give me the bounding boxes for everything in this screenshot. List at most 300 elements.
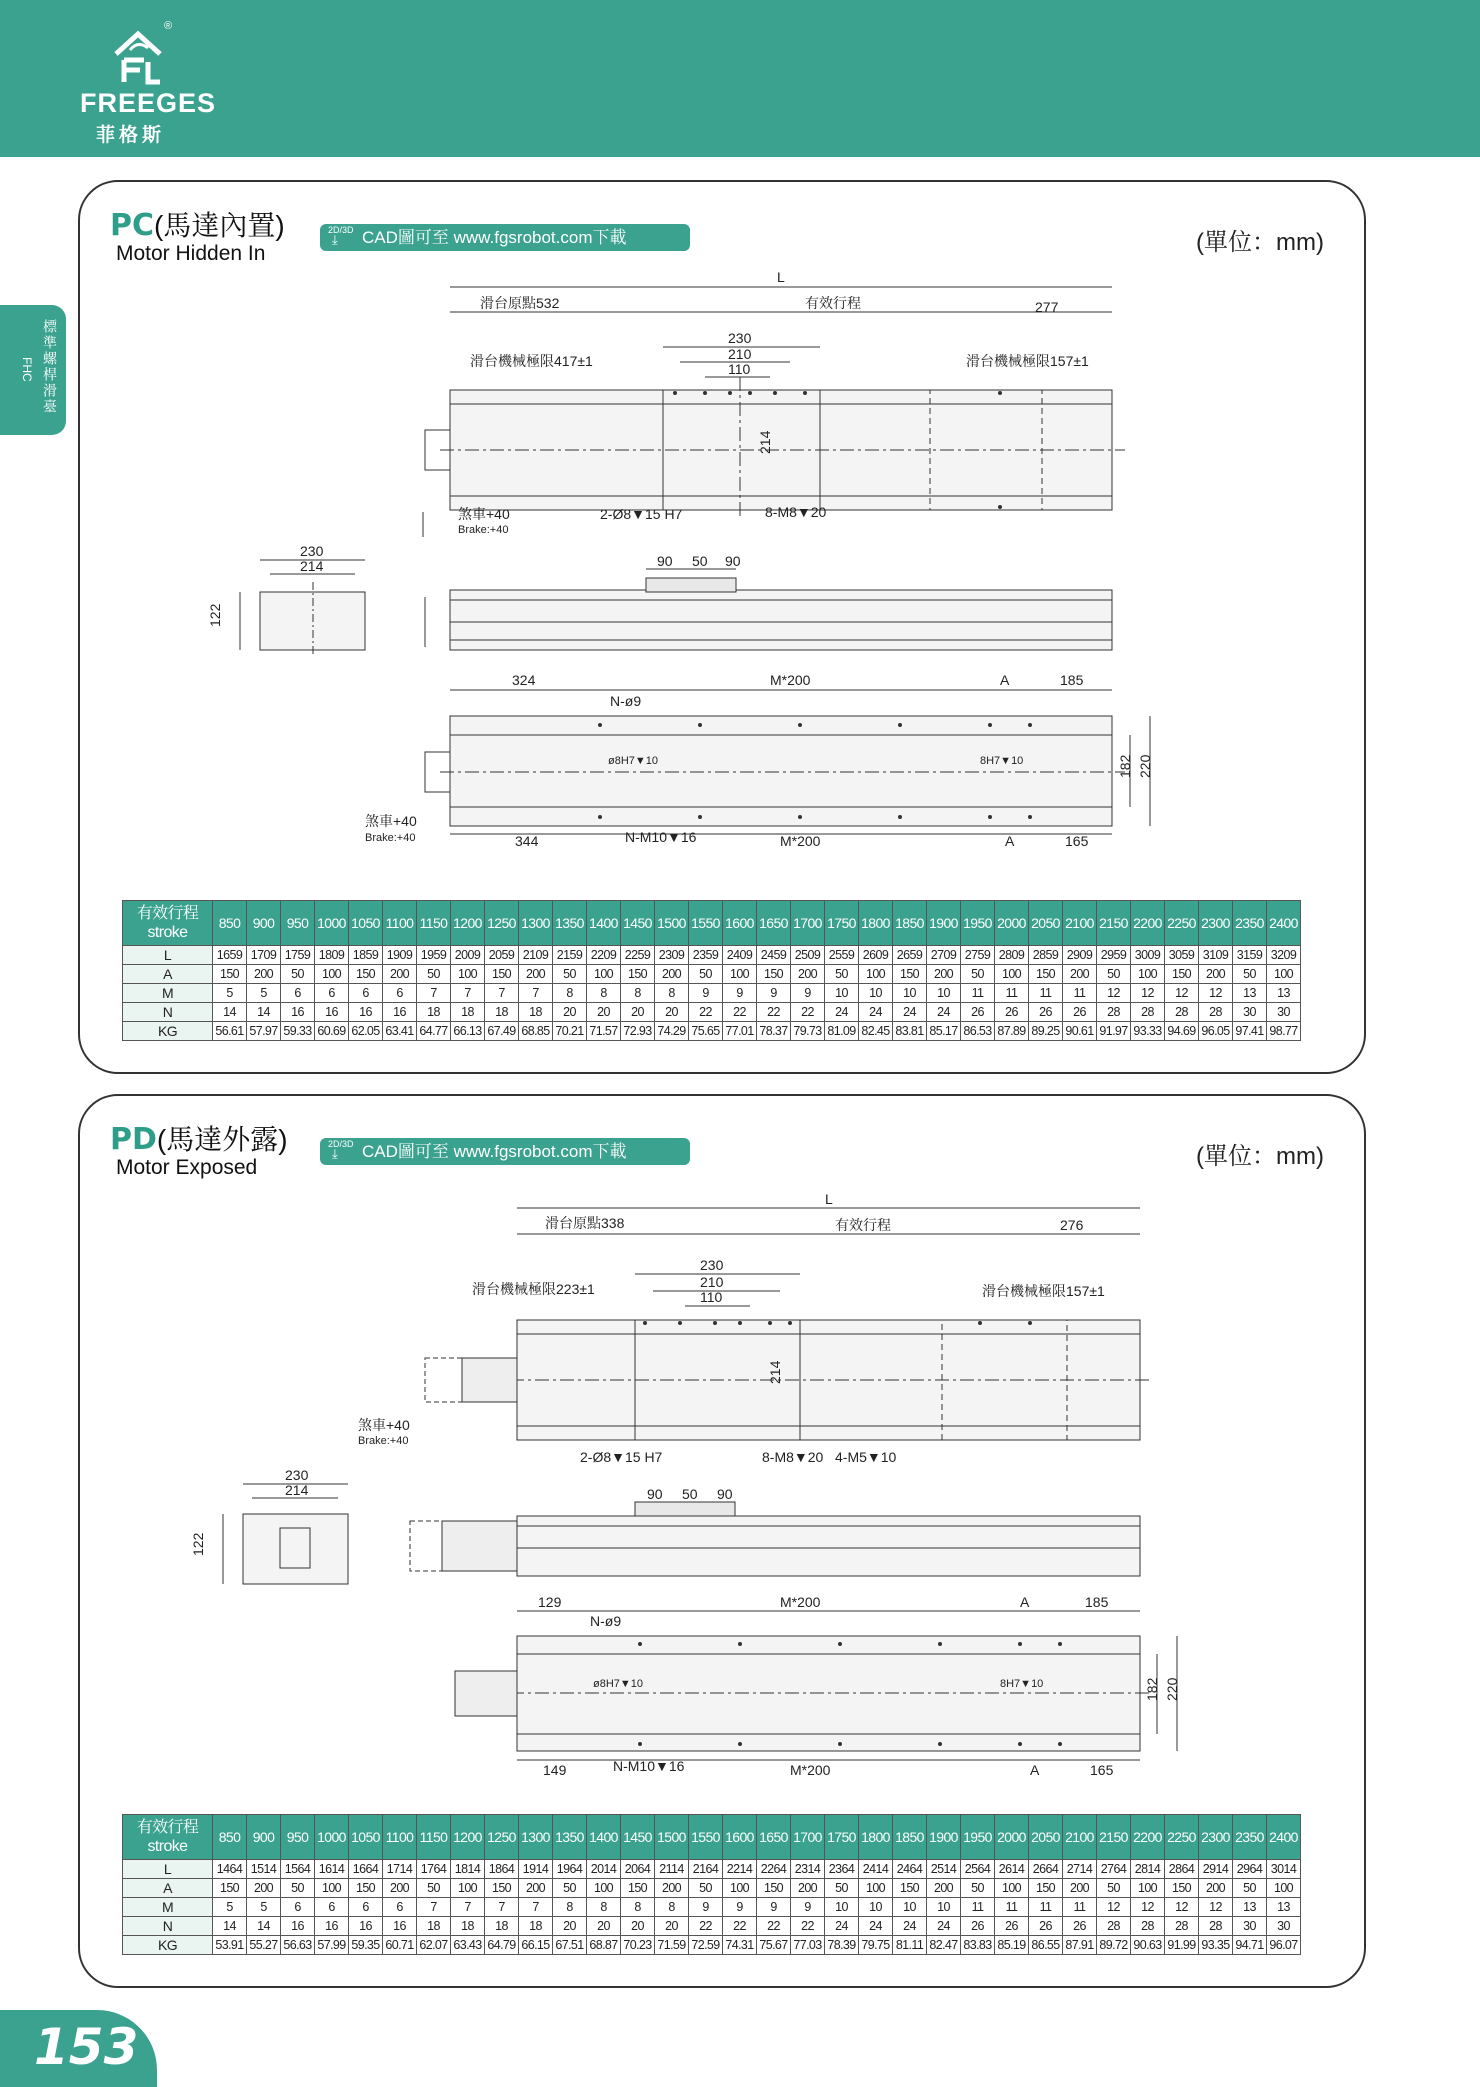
table-cell: 14 [213,1917,247,1936]
stroke-header-value: 1750 [825,1815,859,1860]
table-cell: 68.85 [519,1022,553,1041]
dim-s90a: 90 [657,553,673,569]
dim-end214: 214 [300,558,324,574]
dim-bot-mid: M*200 [780,833,821,849]
table-cell: 14 [247,1003,281,1022]
brake-label: 煞車+40 [358,1417,410,1433]
table-cell: 28 [1131,1917,1165,1936]
table-cell: 2459 [757,946,791,965]
stroke-header-value: 1950 [961,901,995,946]
table-cell: 64.79 [485,1936,519,1955]
stroke-header-value: 1400 [587,901,621,946]
table-cell: 7 [451,1898,485,1917]
brand-name-cn: 菲格斯 [96,125,166,146]
stroke-header-value: 2050 [1029,901,1063,946]
table-cell: 11 [1029,1898,1063,1917]
table-cell: 16 [349,1003,383,1022]
dim-top-right: 185 [1060,672,1084,688]
table-cell: 81.09 [825,1022,859,1041]
table-cell: 93.35 [1199,1936,1233,1955]
table-cell: 2614 [995,1860,1029,1879]
table-cell: 50 [825,965,859,984]
table-cell: 13 [1267,984,1301,1003]
table-cell: 200 [791,1879,825,1898]
table-cell: 150 [757,965,791,984]
table-cell: 1614 [315,1860,349,1879]
stroke-header-value: 1000 [315,1815,349,1860]
dim-right: 276 [1060,1217,1084,1233]
table-cell: 150 [1029,1879,1063,1898]
table-cell: 2364 [825,1860,859,1879]
brake-label-2-en: Brake:+40 [365,832,416,844]
dim-h220: 220 [1164,1677,1180,1701]
stroke-header-value: 1200 [451,1815,485,1860]
dim-s50: 50 [682,1486,698,1502]
cad-download-text: CAD圖可至 www.fgsrobot.com下載 [362,228,627,247]
table-cell: 89.72 [1097,1936,1131,1955]
table-cell: 3209 [1267,946,1301,965]
table-cell: 100 [451,1879,485,1898]
holes-label: 2-Ø8▼15 H7 [580,1449,663,1465]
table-header-row [123,901,1301,946]
table-cell: 2014 [587,1860,621,1879]
stroke-header-value: 2400 [1267,901,1301,946]
row-label: KG [123,1022,213,1041]
model-title-en: Motor Exposed [116,1156,258,1179]
table-cell: 18 [417,1917,451,1936]
row-label: KG [123,1936,213,1955]
dim-top-mid: M*200 [770,672,811,688]
table-cell: 5 [247,984,281,1003]
table-cell: 2409 [723,946,757,965]
stroke-header-value: 1400 [587,1815,621,1860]
table-cell: 100 [1131,965,1165,984]
table-cell: 2564 [961,1860,995,1879]
table-cell: 87.89 [995,1022,1029,1041]
dim-w210: 210 [700,1274,724,1290]
stroke-header-value: 1850 [893,1815,927,1860]
stroke-header-value: 1800 [859,901,893,946]
table-cell: 7 [485,984,519,1003]
table-cell: 1664 [349,1860,383,1879]
table-cell: 9 [791,984,825,1003]
table-cell: 50 [961,965,995,984]
table-cell: 13 [1233,984,1267,1003]
table-cell: 12 [1165,984,1199,1003]
table-cell: 1514 [247,1860,281,1879]
dim-stroke: 有效行程 [835,1217,891,1233]
table-cell: 20 [655,1003,689,1022]
table-cell: 5 [213,984,247,1003]
stroke-header-value: 950 [281,901,315,946]
stroke-header-value: 2400 [1267,1815,1301,1860]
table-cell: 11 [1029,984,1063,1003]
table-cell: 85.17 [927,1022,961,1041]
stroke-header-value: 2250 [1165,901,1199,946]
table-cell: 150 [349,965,383,984]
pin1-label: ø8H7▼10 [608,755,659,767]
dim-bot-mid: M*200 [790,1762,831,1778]
table-cell: 2309 [655,946,689,965]
table-cell: 7 [417,1898,451,1917]
table-cell: 18 [451,1917,485,1936]
table-cell: 66.15 [519,1936,553,1955]
page-number-tab [0,2010,157,2087]
table-cell: 200 [1063,965,1097,984]
table-cell: 1909 [383,946,417,965]
stroke-header-value: 1550 [689,1815,723,1860]
table-cell: 1964 [553,1860,587,1879]
table-cell: 16 [383,1917,417,1936]
table-cell: 150 [621,1879,655,1898]
table-cell: 6 [383,984,417,1003]
unit-label: (單位：mm) [1196,229,1324,256]
table-cell: 150 [485,965,519,984]
dim-top-left: 129 [538,1594,562,1610]
row-label: L [123,1860,213,1879]
table-cell: 26 [995,1917,1029,1936]
table-cell: 22 [791,1917,825,1936]
pc-technical-drawing [80,182,1364,882]
table-cell: 200 [1199,1879,1233,1898]
table-cell: 150 [1165,1879,1199,1898]
table-cell: 50 [825,1879,859,1898]
row-label: M [123,984,213,1003]
table-cell: 24 [825,1917,859,1936]
table-cell: 50 [1233,1879,1267,1898]
stroke-header-value: 1250 [485,1815,519,1860]
table-cell: 91.99 [1165,1936,1199,1955]
stroke-header-value: 2250 [1165,1815,1199,1860]
spec-table-pc [122,900,1301,1041]
table-cell: 2709 [927,946,961,965]
dim-limit-right: 滑台機械極限157±1 [966,353,1089,369]
table-cell: 82.47 [927,1936,961,1955]
dim-limit-left: 滑台機械極限417±1 [470,353,593,369]
stroke-header-value: 1100 [383,901,417,946]
table-cell: 10 [859,1898,893,1917]
table-cell: 68.87 [587,1936,621,1955]
table-cell: 50 [1097,965,1131,984]
table-cell: 50 [961,1879,995,1898]
table-cell: 8 [655,984,689,1003]
stroke-header-value: 1050 [349,901,383,946]
table-cell: 10 [825,1898,859,1917]
table-cell: 83.83 [961,1936,995,1955]
table-cell: 16 [281,1003,315,1022]
stroke-header-value: 1600 [723,1815,757,1860]
table-cell: 2259 [621,946,655,965]
table-cell: 11 [961,984,995,1003]
table-cell: 28 [1097,1003,1131,1022]
table-cell: 150 [1029,965,1063,984]
table-cell: 2514 [927,1860,961,1879]
model-code: PC [110,208,155,243]
table-cell: 1809 [315,946,349,965]
stroke-header-value: 1350 [553,1815,587,1860]
model-title-cn: (馬達內置) [154,210,285,241]
table-cell: 22 [757,1917,791,1936]
table-cell: 18 [417,1003,451,1022]
table-cell: 20 [621,1917,655,1936]
table-cell: 2759 [961,946,995,965]
table-cell: 86.53 [961,1022,995,1041]
table-cell: 1859 [349,946,383,965]
page-number: 153 [34,2018,139,2076]
brand-name-en: FREEGES [80,88,217,118]
table-cell: 30 [1267,1003,1301,1022]
table-cell: 12 [1131,984,1165,1003]
table-cell: 11 [1063,984,1097,1003]
stroke-header-value: 1250 [485,901,519,946]
table-cell: 2664 [1029,1860,1063,1879]
table-cell: 6 [315,984,349,1003]
table-cell: 8 [621,1898,655,1917]
table-cell: 94.71 [1233,1936,1267,1955]
stroke-header-value: 900 [247,1815,281,1860]
table-cell: 24 [859,1003,893,1022]
table-cell: 11 [1063,1898,1097,1917]
dim-h182: 182 [1144,1677,1160,1701]
table-cell: 59.35 [349,1936,383,1955]
table-cell: 59.33 [281,1022,315,1041]
table-cell: 89.25 [1029,1022,1063,1041]
table-cell: 16 [315,1003,349,1022]
table-row [123,965,1301,984]
nm10-label: N-M10▼16 [625,829,697,845]
dim-w230: 230 [700,1257,724,1273]
table-cell: 2414 [859,1860,893,1879]
stroke-header-value: 1700 [791,1815,825,1860]
table-cell: 50 [281,1879,315,1898]
table-cell: 22 [689,1003,723,1022]
table-cell: 8 [587,1898,621,1917]
table-cell: 1564 [281,1860,315,1879]
model-code: PD [110,1122,157,1157]
table-cell: 9 [791,1898,825,1917]
cad-download-text: CAD圖可至 www.fgsrobot.com下載 [362,1142,627,1161]
table-cell: 24 [859,1917,893,1936]
table-cell: 1714 [383,1860,417,1879]
table-cell: 16 [349,1917,383,1936]
table-cell: 79.73 [791,1022,825,1041]
table-cell: 24 [927,1003,961,1022]
table-cell: 22 [723,1003,757,1022]
dim-top-A: A [1020,1594,1030,1610]
table-cell: 30 [1233,1003,1267,1022]
table-cell: 90.63 [1131,1936,1165,1955]
table-cell: 100 [587,1879,621,1898]
table-cell: 72.93 [621,1022,655,1041]
header-bar [0,0,1480,157]
dim-bot-left: 344 [515,833,539,849]
dim-h220: 220 [1137,754,1153,778]
table-cell: 100 [315,965,349,984]
table-cell: 200 [655,1879,689,1898]
table-cell: 2864 [1165,1860,1199,1879]
table-cell: 20 [553,1003,587,1022]
table-cell: 78.37 [757,1022,791,1041]
table-cell: 12 [1165,1898,1199,1917]
stroke-header-value: 900 [247,901,281,946]
stroke-header-value: 2350 [1233,901,1267,946]
model-title-en: Motor Hidden In [116,242,266,265]
table-cell: 2464 [893,1860,927,1879]
table-cell: 1864 [485,1860,519,1879]
brake-label: 煞車+40 [458,506,510,522]
row-label: M [123,1898,213,1917]
side-tab-code: FHC [20,357,34,382]
table-cell: 200 [1199,965,1233,984]
table-cell: 16 [281,1917,315,1936]
table-row [123,1860,1301,1879]
table-cell: 26 [1029,1917,1063,1936]
table-cell: 9 [689,1898,723,1917]
table-cell: 98.77 [1267,1022,1301,1041]
table-cell: 18 [451,1003,485,1022]
side-tab-cn: 標準螺桿滑臺 [42,319,58,415]
table-cell: 14 [213,1003,247,1022]
dim-origin: 滑台原點532 [480,295,560,311]
row-label: L [123,946,213,965]
stroke-header-value: 1100 [383,1815,417,1860]
table-cell: 63.41 [383,1022,417,1041]
dim-h214: 214 [757,430,773,454]
row-label: A [123,1879,213,1898]
table-cell: 200 [927,1879,961,1898]
table-cell: 56.61 [213,1022,247,1041]
table-cell: 24 [927,1917,961,1936]
stroke-header-value: 2100 [1063,901,1097,946]
table-cell: 2509 [791,946,825,965]
table-cell: 200 [791,965,825,984]
table-cell: 22 [723,1917,757,1936]
stroke-header-cn: 有效行程 [136,905,199,922]
dim-top-left: 324 [512,672,536,688]
table-cell: 100 [451,965,485,984]
stroke-header-value: 1600 [723,901,757,946]
dim-L: L [825,1191,833,1207]
table-cell: 2859 [1029,946,1063,965]
stroke-header-value: 850 [213,901,247,946]
table-cell: 5 [247,1898,281,1917]
table-cell: 12 [1131,1898,1165,1917]
dim-bot-right: 165 [1065,833,1089,849]
table-cell: 8 [621,984,655,1003]
table-cell: 12 [1199,1898,1233,1917]
brake-label-en: Brake:+40 [358,1435,409,1447]
table-cell: 150 [213,1879,247,1898]
stroke-header-cell [123,1815,213,1860]
table-cell: 6 [281,1898,315,1917]
m8-label: 8-M8▼20 [765,504,827,520]
table-cell: 10 [893,984,927,1003]
dim-bot-A: A [1030,1762,1040,1778]
table-cell: 74.31 [723,1936,757,1955]
stroke-header-cell [123,901,213,946]
table-cell: 2909 [1063,946,1097,965]
dim-s90b: 90 [725,553,741,569]
table-cell: 1659 [213,946,247,965]
table-cell: 64.77 [417,1022,451,1041]
table-cell: 96.05 [1199,1022,1233,1041]
table-cell: 9 [757,984,791,1003]
table-row [123,946,1301,965]
table-row [123,1936,1301,1955]
table-cell: 66.13 [451,1022,485,1041]
stroke-header-value: 1650 [757,1815,791,1860]
table-cell: 97.41 [1233,1022,1267,1041]
dim-end122: 122 [190,1532,206,1556]
dim-bot-left: 149 [543,1762,567,1778]
table-cell: 57.99 [315,1936,349,1955]
table-cell: 100 [859,965,893,984]
table-cell: 79.75 [859,1936,893,1955]
dim-w110: 110 [700,1289,723,1305]
stroke-header-value: 1550 [689,901,723,946]
table-cell: 3159 [1233,946,1267,965]
table-cell: 150 [621,965,655,984]
dim-origin: 滑台原點338 [545,1215,625,1231]
table-cell: 2314 [791,1860,825,1879]
table-cell: 60.71 [383,1936,417,1955]
table-cell: 16 [315,1917,349,1936]
table-cell: 50 [281,965,315,984]
stroke-header-value: 2000 [995,901,1029,946]
table-cell: 1764 [417,1860,451,1879]
table-cell: 50 [689,1879,723,1898]
stroke-header-value: 1800 [859,1815,893,1860]
table-cell: 7 [485,1898,519,1917]
table-cell: 2764 [1097,1860,1131,1879]
table-row [123,1917,1301,1936]
table-cell: 18 [485,1003,519,1022]
table-cell: 1709 [247,946,281,965]
brake-label-2: 煞車+40 [365,813,417,829]
table-cell: 100 [723,965,757,984]
stroke-header-value: 1150 [417,901,451,946]
table-cell: 200 [247,1879,281,1898]
pin2-label: 8H7▼10 [1000,1678,1044,1690]
table-cell: 13 [1267,1898,1301,1917]
table-cell: 200 [927,965,961,984]
table-cell: 94.69 [1165,1022,1199,1041]
table-cell: 9 [723,984,757,1003]
table-cell: 28 [1165,1917,1199,1936]
table-cell: 74.29 [655,1022,689,1041]
spec-table-pd [122,1814,1301,1955]
table-cell: 6 [281,984,315,1003]
stroke-header-value: 850 [213,1815,247,1860]
table-cell: 24 [893,1003,927,1022]
table-cell: 50 [553,965,587,984]
stroke-header-value: 1900 [927,901,961,946]
table-header-row [123,1815,1301,1860]
table-cell: 53.91 [213,1936,247,1955]
stroke-header-value: 1950 [961,1815,995,1860]
table-cell: 14 [247,1917,281,1936]
table-cell: 77.03 [791,1936,825,1955]
table-cell: 91.97 [1097,1022,1131,1041]
table-cell: 1914 [519,1860,553,1879]
pin2-label: 8H7▼10 [980,755,1024,767]
table-cell: 18 [485,1917,519,1936]
table-cell: 90.61 [1063,1022,1097,1041]
table-cell: 2964 [1233,1860,1267,1879]
table-cell: 20 [587,1917,621,1936]
table-cell: 16 [383,1003,417,1022]
section-pc [78,180,1366,1074]
